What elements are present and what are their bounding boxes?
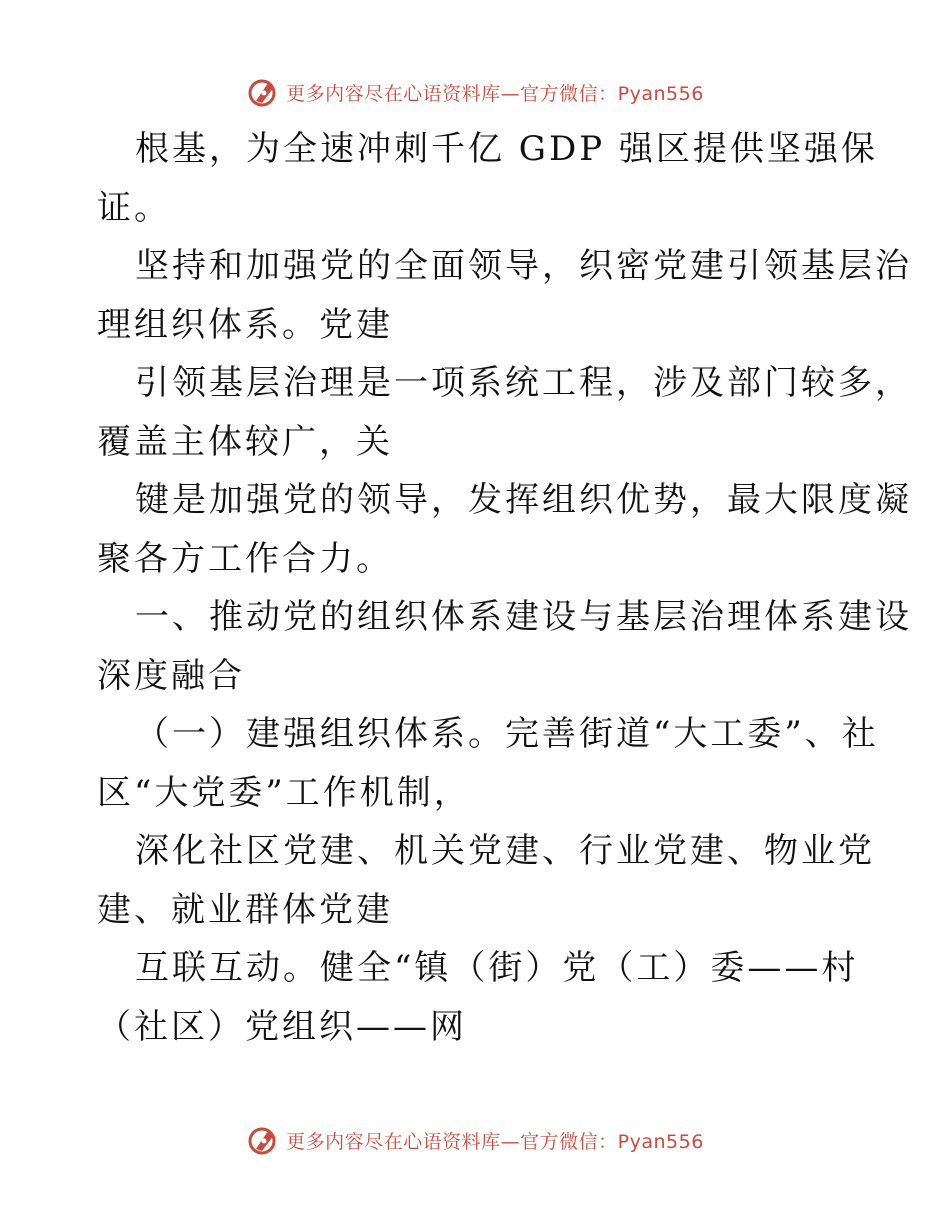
footer-watermark bbox=[0, 1120, 950, 1160]
section-heading-cont: 深度融合 bbox=[97, 655, 245, 696]
text-line: 深化社区党建、机关党建、行业党建、物业党 bbox=[135, 831, 875, 871]
watermark-text: 更多内容尽在心语资料库—官方微信：Pyan556 bbox=[286, 1130, 704, 1153]
text-line: 根基，为全速冲刺千亿 GDP 强区提供坚强保 bbox=[135, 129, 878, 169]
text-line: （社区）党组织——网 bbox=[97, 1006, 467, 1047]
text-line: 证。 bbox=[97, 187, 171, 228]
pen-nib-circle-icon bbox=[246, 1123, 280, 1157]
document-body bbox=[97, 120, 912, 1056]
text-line: 理组织体系。党建 bbox=[97, 304, 393, 345]
text-line: 坚持和加强党的全面领导，织密党建引领基层治 bbox=[135, 246, 912, 286]
text-line: 区“大党委”工作机制， bbox=[97, 772, 471, 813]
text-line: 建、就业群体党建 bbox=[97, 889, 393, 930]
watermark-text: 更多内容尽在心语资料库—官方微信：Pyan556 bbox=[286, 82, 704, 105]
text-line: 互联互动。健全“镇（街）党（工）委——村 bbox=[135, 948, 859, 988]
text-line: 引领基层治理是一项系统工程，涉及部门较多， bbox=[135, 363, 912, 403]
section-heading: 一、推动党的组织体系建设与基层治理体系建设 bbox=[135, 597, 912, 637]
text-line: 键是加强党的领导，发挥组织优势，最大限度凝 bbox=[135, 480, 912, 520]
header-watermark bbox=[0, 72, 950, 112]
text-line: 聚各方工作合力。 bbox=[97, 538, 393, 579]
pen-nib-circle-icon bbox=[246, 75, 280, 109]
text-line: 覆盖主体较广，关 bbox=[97, 421, 393, 462]
text-line: （一）建强组织体系。完善街道“大工委”、社 bbox=[135, 714, 879, 754]
